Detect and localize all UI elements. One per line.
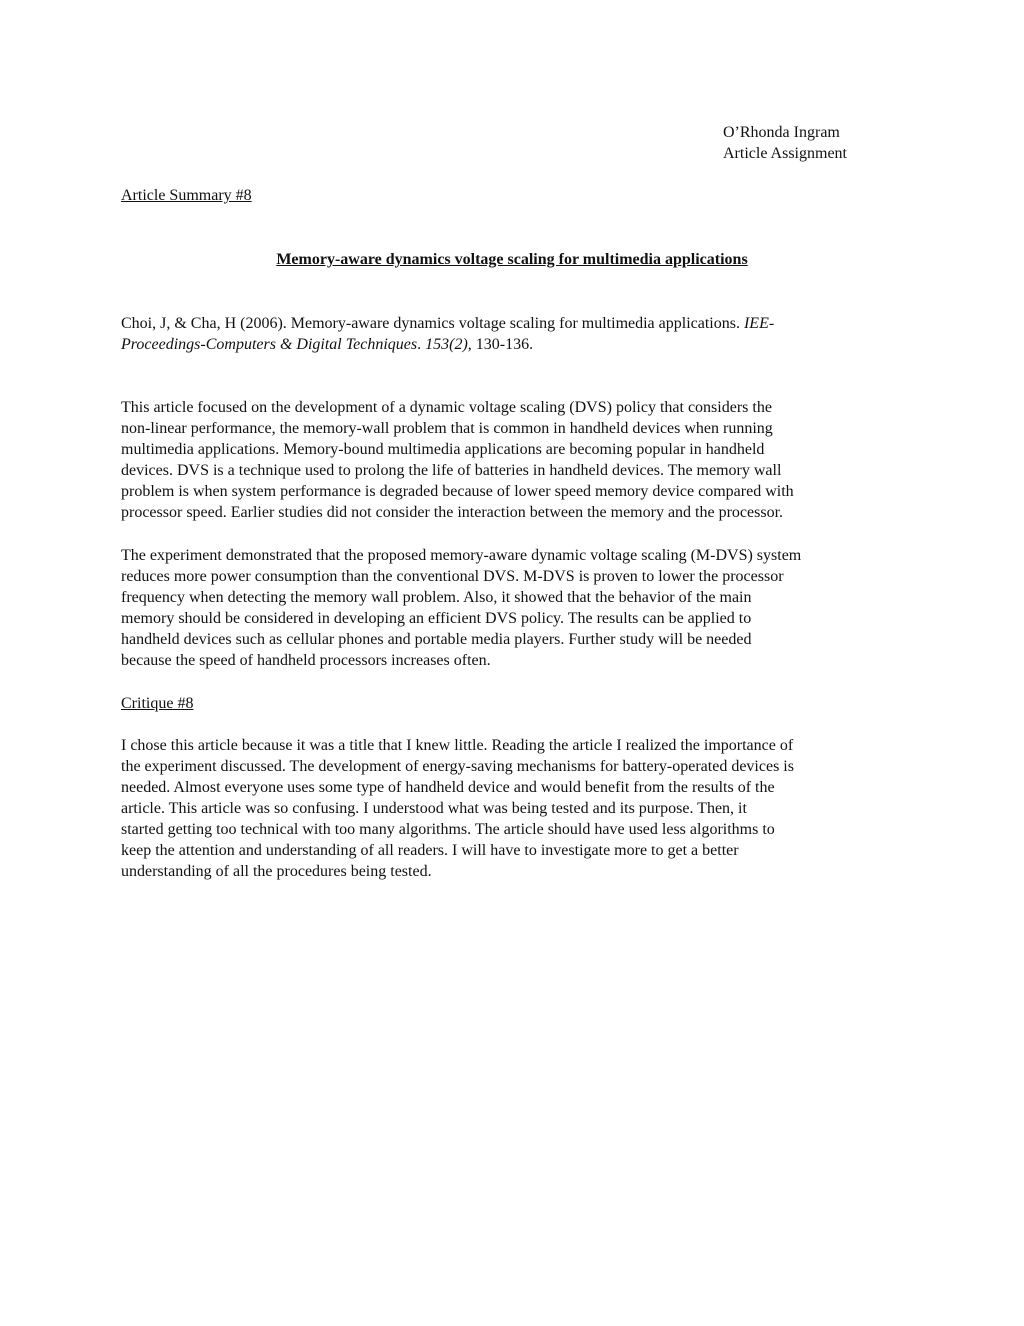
critique-heading: Critique #8 xyxy=(121,695,194,712)
paragraph-line: This article focused on the development of a dynamic voltage scaling (DVS) policy that considers the xyxy=(121,399,772,416)
summary-paragraph-1 xyxy=(121,397,921,523)
paragraph-line: problem is when system performance is degraded because of lower speed memory device compared with xyxy=(121,483,794,500)
assignment-label: Article Assignment xyxy=(723,145,847,162)
paragraph-line: started getting too technical with too many algorithms. The article should have used less algorithms to xyxy=(121,821,775,838)
paragraph-line: memory should be considered in developing an efficient DVS policy. The results can be applied to xyxy=(121,610,752,627)
paragraph-line: multimedia applications. Memory-bound multimedia applications are becoming popular in handheld xyxy=(121,441,765,458)
citation-line-1: Choi, J, & Cha, H (2006). Memory-aware dynamics voltage scaling for multimedia applications. IEE- xyxy=(121,315,775,332)
critique-paragraph xyxy=(121,735,921,882)
article-title: Memory-aware dynamics voltage scaling for multimedia applications xyxy=(276,251,748,268)
paragraph-line: article. This article was so confusing. I understood what was being tested and its purpose. Then, it xyxy=(121,800,747,817)
summary-heading: Article Summary #8 xyxy=(121,187,252,204)
citation-line-2: Proceedings-Computers & Digital Techniques. 153(2), 130-136. xyxy=(121,336,534,353)
paragraph-line: The experiment demonstrated that the proposed memory-aware dynamic voltage scaling (M-DVS) system xyxy=(121,547,802,564)
paragraph-line: processor speed. Earlier studies did not consider the interaction between the memory and the processor. xyxy=(121,504,784,521)
paragraph-line: keep the attention and understanding of all readers. I will have to investigate more to get a better xyxy=(121,842,739,859)
paragraph-line: frequency when detecting the memory wall problem. Also, it showed that the behavior of the main xyxy=(121,589,752,606)
paragraph-line: because the speed of handheld processors increases often. xyxy=(121,652,491,669)
citation xyxy=(121,313,921,355)
paragraph-line: understanding of all the procedures being tested. xyxy=(121,863,432,880)
paragraph-line: non-linear performance, the memory-wall problem that is common in handheld devices when running xyxy=(121,420,773,437)
paragraph-line: handheld devices such as cellular phones and portable media players. Further study will be needed xyxy=(121,631,752,648)
summary-paragraph-2 xyxy=(121,545,921,671)
paragraph-line: I chose this article because it was a title that I knew little. Reading the article I realized the importance of xyxy=(121,737,794,754)
paragraph-line: the experiment discussed. The development of energy-saving mechanisms for battery-operated devices is xyxy=(121,758,794,775)
paragraph-line: reduces more power consumption than the conventional DVS. M-DVS is proven to lower the processor xyxy=(121,568,784,585)
header-block xyxy=(723,122,983,164)
author-name: O’Rhonda Ingram xyxy=(723,124,840,141)
paragraph-line: devices. DVS is a technique used to prolong the life of batteries in handheld devices. The memory wall xyxy=(121,462,782,479)
paragraph-line: needed. Almost everyone uses some type of handheld device and would benefit from the results of the xyxy=(121,779,775,796)
